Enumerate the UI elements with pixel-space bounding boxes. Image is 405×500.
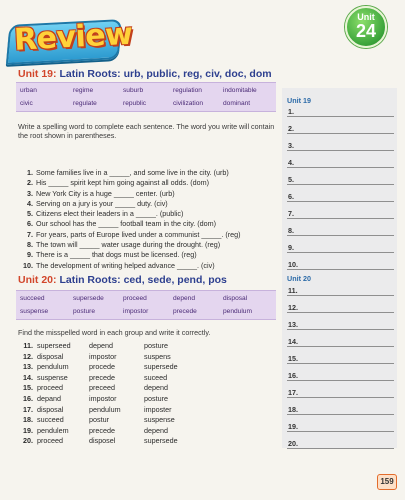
- unit-badge-label: Unit: [357, 12, 375, 22]
- word-item: suspense: [20, 308, 49, 315]
- word-item: republic: [123, 100, 147, 107]
- sentence-item: 4. Serving on a jury is your _____ duty. (civ): [27, 198, 168, 208]
- word-item: regulation: [173, 87, 202, 94]
- answer-line[interactable]: 12.: [287, 298, 394, 313]
- answer-line[interactable]: 19.: [287, 417, 394, 432]
- sentence-item: 9. There is a _____ that dogs must be licensed. (reg): [27, 250, 197, 260]
- unit19-label: Unit 19:: [18, 68, 57, 80]
- sentence-item: 8. The town will _____ water usage during the drought. (reg): [27, 240, 221, 250]
- answer-line[interactable]: 5.: [287, 170, 394, 185]
- answer-panel: [282, 88, 397, 448]
- unit19-heading: [18, 68, 272, 80]
- word-item: posture: [73, 308, 95, 315]
- unit19-sentences: [20, 168, 278, 271]
- unit20-instructions: Find the misspelled word in each group and write it correctly.: [18, 328, 211, 337]
- answer-line[interactable]: 3.: [287, 136, 394, 151]
- word-item: civilization: [173, 100, 204, 107]
- answer-line[interactable]: 15.: [287, 349, 394, 364]
- word-item: succeed: [20, 295, 45, 302]
- word-group-row: 13. pendulum procede supersede: [23, 362, 178, 372]
- answer-line[interactable]: 10.: [287, 255, 394, 270]
- word-group-row: 15. proceed preceed depend: [23, 383, 168, 393]
- answer-line[interactable]: 17.: [287, 383, 394, 398]
- unit20-heading: [18, 274, 227, 286]
- sentence-item: 1. Some families live in a _____, and some live in the city. (urb): [27, 168, 229, 177]
- word-group-row: 14. suspense precede suceed: [23, 372, 168, 382]
- unit-badge-number: 24: [355, 21, 377, 41]
- word-group-row: 12. disposal impostor suspens: [23, 351, 171, 361]
- word-item: suburb: [123, 87, 144, 94]
- sentence-item: 6. Our school has the _____ football team in the city. (dom): [27, 219, 217, 229]
- unit19-instructions: Write a spelling word to complete each sentence. The word you write will contain the root shown in parentheses.: [18, 122, 275, 140]
- word-item: pendulum: [223, 308, 252, 315]
- answer-line[interactable]: 14.: [287, 332, 394, 347]
- word-group-row: 16. depand impostor posture: [23, 393, 168, 403]
- word-item: precede: [173, 308, 197, 315]
- answer-line[interactable]: 13.: [287, 315, 394, 330]
- word-item: regime: [73, 87, 94, 94]
- unit19-title: Latin Roots: urb, public, reg, civ, doc, dom: [59, 68, 272, 80]
- unit20-label: Unit 20:: [18, 274, 57, 286]
- sentence-item: 3. New York City is a huge _____ center. (urb): [27, 188, 175, 198]
- answer-line[interactable]: 11.: [287, 281, 394, 296]
- word-item: regulate: [73, 100, 97, 107]
- answer-line[interactable]: 2.: [287, 119, 394, 134]
- unit20-word-box: [16, 290, 276, 320]
- word-group-row: 11. superseed depend posture: [23, 341, 168, 350]
- page-number: 159: [377, 474, 397, 490]
- answer-heading-unit19: Unit 19: [287, 96, 311, 105]
- word-group-row: 19. pendulem precede depend: [23, 425, 168, 435]
- word-item: civic: [20, 100, 33, 107]
- word-item: urban: [20, 87, 37, 94]
- unit20-title: Latin Roots: ced, sede, pend, pos: [59, 274, 227, 286]
- unit-badge: [345, 6, 387, 48]
- word-item: dominant: [223, 100, 251, 107]
- unit20-word-groups: [20, 341, 278, 447]
- word-item: indomitable: [223, 87, 257, 94]
- answer-line[interactable]: 9.: [287, 238, 394, 253]
- word-group-row: 17. disposal pendulum imposter: [23, 404, 172, 414]
- answer-line[interactable]: 4.: [287, 153, 394, 168]
- word-item: proceed: [123, 295, 147, 302]
- word-group-row: 18. succeed postur suspense: [23, 415, 175, 425]
- word-group-row: 20. proceed disposel supersede: [23, 436, 178, 446]
- word-item: impostor: [123, 308, 149, 315]
- sentence-item: 5. Citizens elect their leaders in a _____. (public): [27, 209, 184, 219]
- review-title: Review: [13, 16, 134, 58]
- word-item: supersede: [73, 295, 104, 302]
- answer-line[interactable]: 18.: [287, 400, 394, 415]
- answer-line[interactable]: 20.: [287, 434, 394, 449]
- sentence-item: 7. For years, parts of Europe lived under a communist _____. (reg): [27, 229, 241, 239]
- answer-line[interactable]: 7.: [287, 204, 394, 219]
- sentence-item: 2. His _____ spirit kept him going against all odds. (dom): [27, 178, 209, 188]
- unit19-word-box: [16, 82, 276, 112]
- answer-line[interactable]: 16.: [287, 366, 394, 381]
- sentence-item: 10. The development of writing helped advance _____. (civ): [23, 260, 215, 270]
- word-item: depend: [173, 295, 196, 302]
- word-item: disposal: [223, 295, 248, 302]
- answer-line[interactable]: 8.: [287, 221, 394, 236]
- answer-line[interactable]: 6.: [287, 187, 394, 202]
- answer-heading-unit20: Unit 20: [287, 274, 311, 283]
- answer-line[interactable]: 1.: [287, 102, 394, 117]
